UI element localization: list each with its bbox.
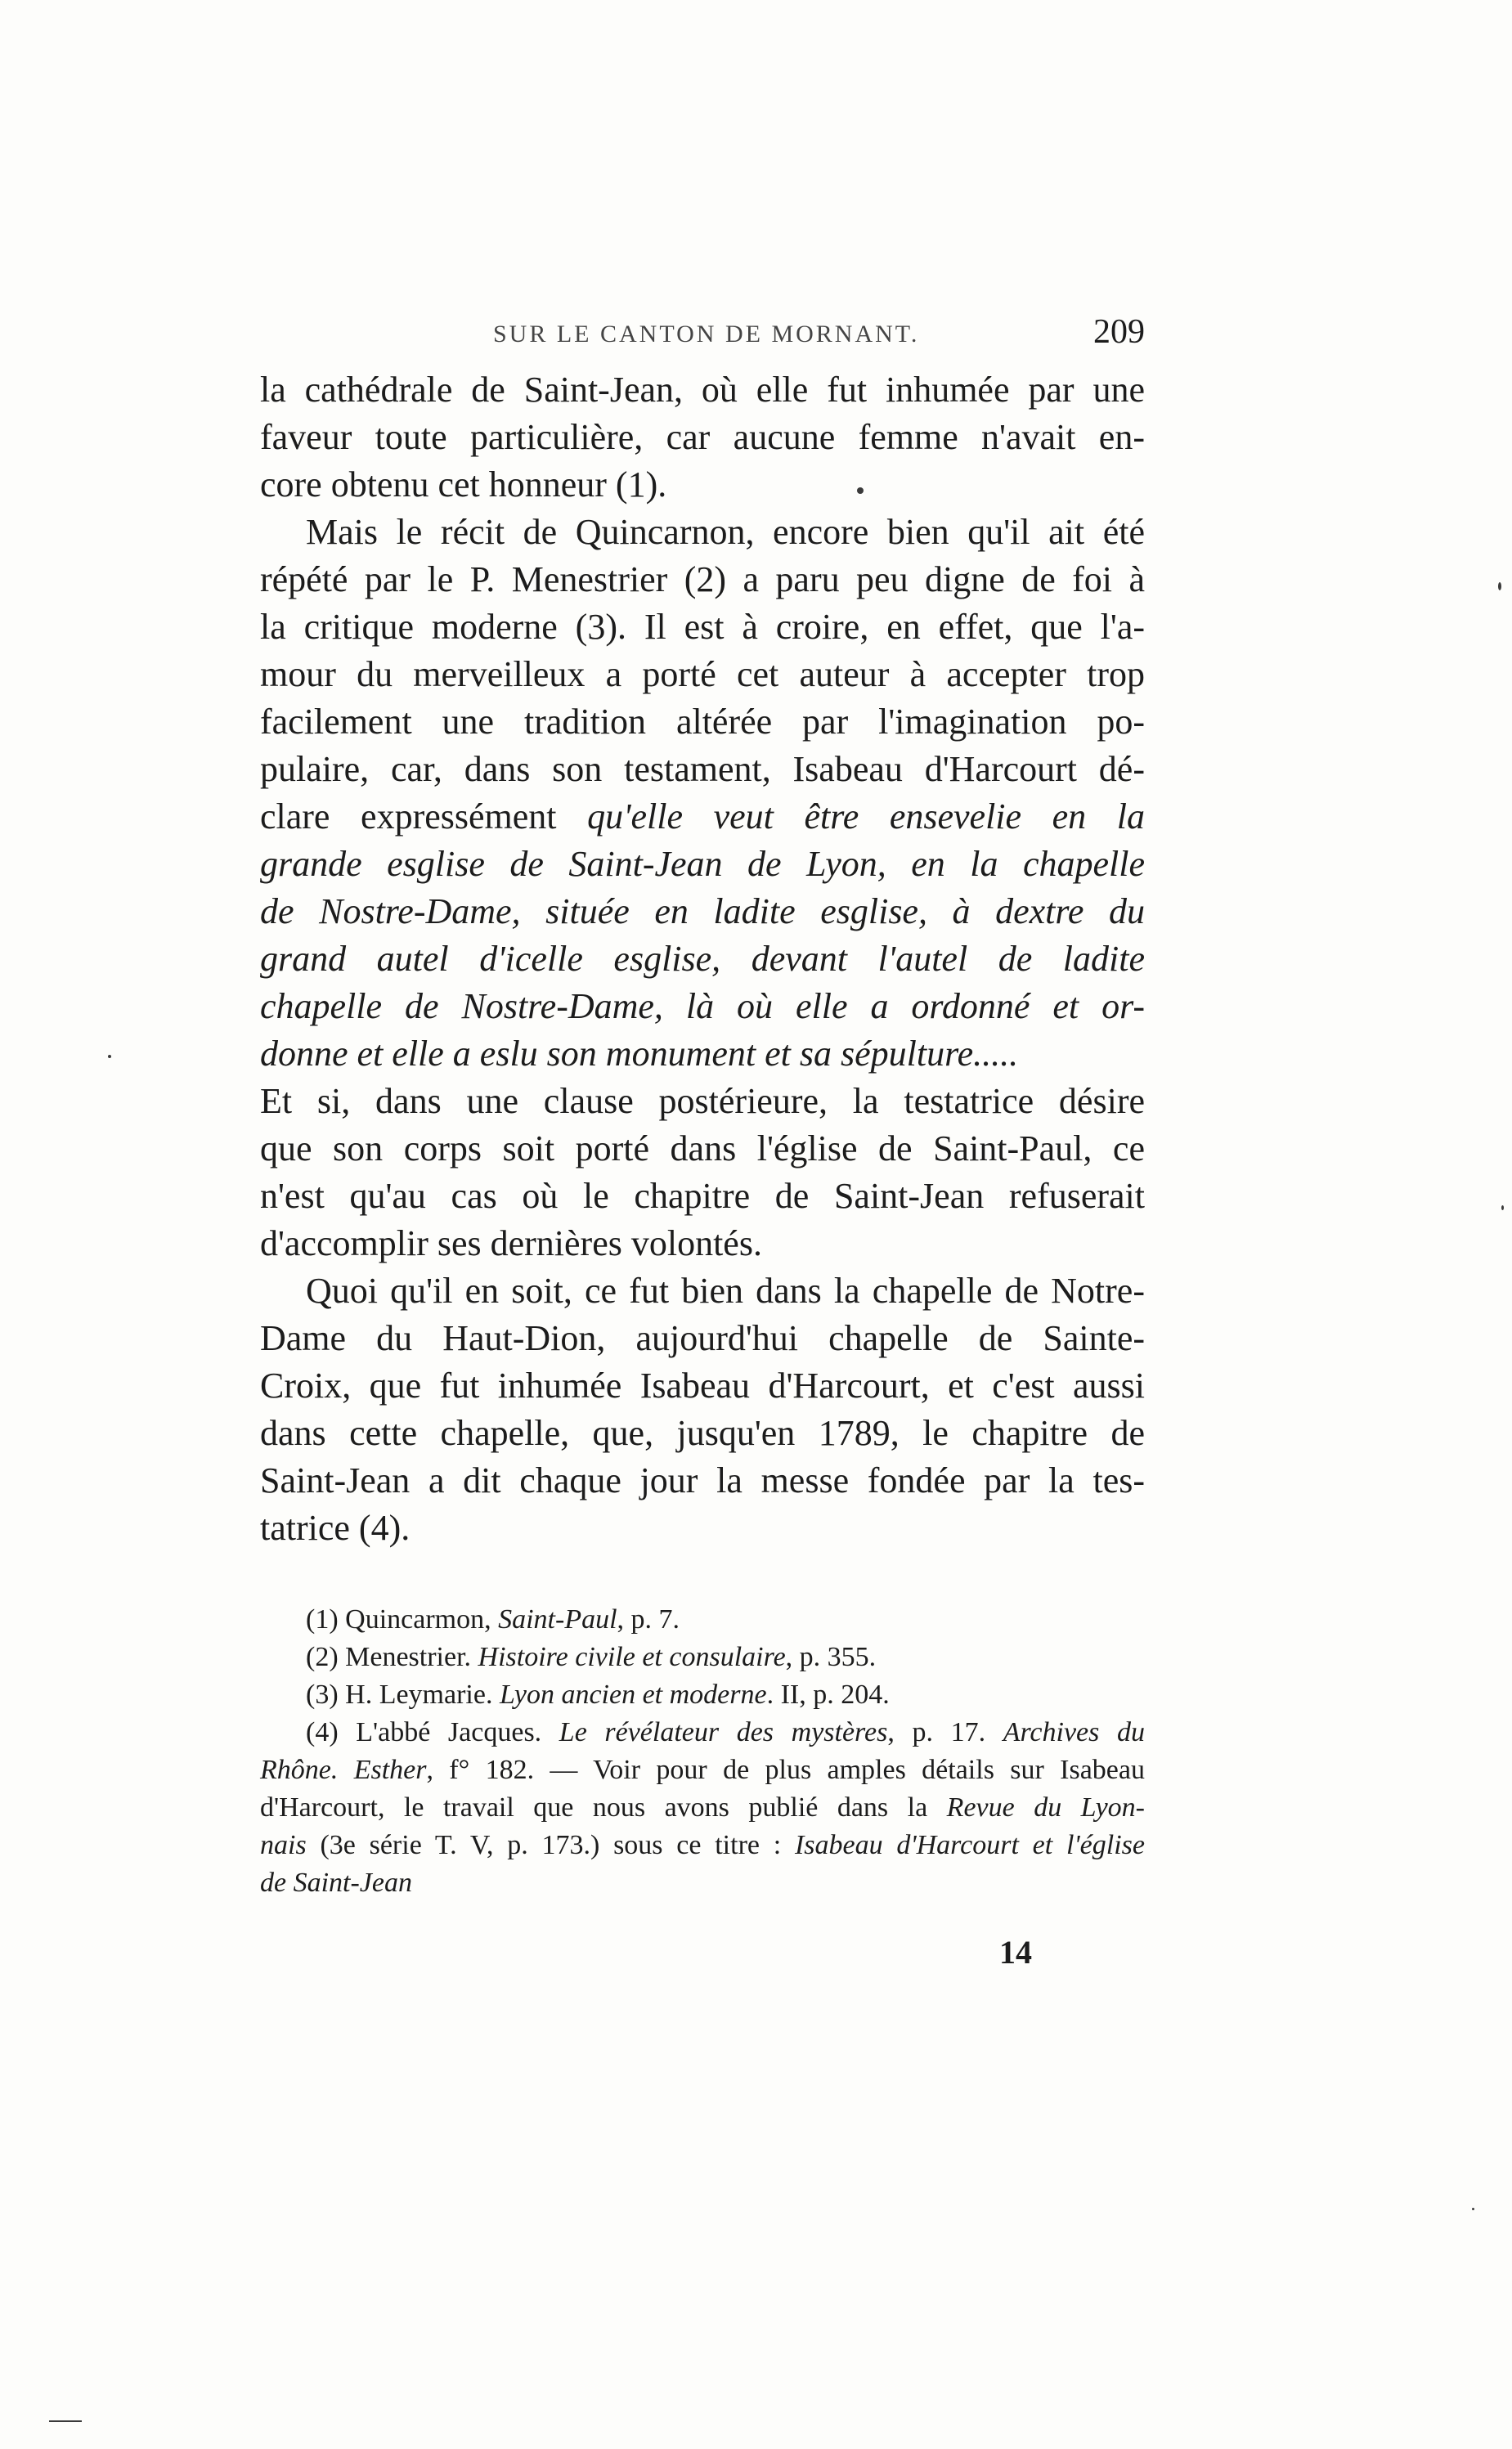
text-line: d'accomplir ses dernières volontés. (260, 1223, 762, 1263)
text-line: n'est qu'au cas où le chapitre de Saint-Jean refuserait (260, 1176, 1145, 1216)
scan-speck (108, 1055, 111, 1058)
footnote-text: (2) Menestrier. (306, 1642, 478, 1672)
scan-speck (1498, 582, 1501, 590)
scan-speck (1501, 1205, 1504, 1210)
footnote-text: (3) H. Leymarie. (306, 1680, 500, 1710)
running-head: SUR LE CANTON DE MORNANT. (493, 321, 920, 348)
text-italic: qu'elle veut être ensevelie en la (587, 796, 1145, 837)
scan-speck (49, 2420, 82, 2422)
footnote-4-cont (260, 1827, 1145, 1864)
text-line: core obtenu cet honneur (1). (260, 464, 667, 505)
text-line-italic (260, 1030, 1145, 1078)
text-line: Croix, que fut inhumée Isabeau d'Harcourt, et c'est aussi (260, 1366, 1145, 1406)
footnote-title: Histoire civile et consulaire (478, 1642, 786, 1672)
text-italic: de Nostre-Dame, située en ladite esglise, à dextre du (260, 891, 1145, 931)
footnote-4 (260, 1714, 1145, 1752)
footnote-text: , p. 17. (887, 1717, 1003, 1747)
text-line-mixed (260, 793, 1145, 841)
page-header (260, 312, 1145, 361)
text-line: faveur toute particulière, car aucune femme n'avait en- (260, 417, 1145, 457)
footnote-4-cont (260, 1789, 1145, 1827)
text-line: pulaire, car, dans son testament, Isabeau d'Harcourt dé- (260, 749, 1145, 789)
footnote-title: de Saint-Jean (260, 1868, 412, 1898)
text-plain: clare expressément (260, 796, 588, 837)
footnote-title: Revue du Lyon- (946, 1792, 1145, 1823)
footnote-text: d'Harcourt, le travail que nous avons publié dans la (260, 1792, 947, 1823)
text-line-italic (260, 841, 1145, 888)
footnote-title: Rhône. Esther (260, 1755, 427, 1785)
text-line: la cathédrale de Saint-Jean, où elle fut inhumée par une (260, 370, 1145, 410)
body-text (260, 366, 1145, 1552)
footnote-title: Isabeau d'Harcourt et l'église (794, 1830, 1145, 1860)
footnote-title: nais (260, 1830, 307, 1860)
text-line: tatrice (4). (260, 1508, 411, 1548)
text-italic: donne et elle a eslu son monument et sa sépulture..... (260, 1034, 1019, 1074)
text-line: Et si, dans une clause postérieure, la testatrice désire (260, 1081, 1145, 1121)
footnote-text: (1) Quincarmon, (306, 1604, 499, 1635)
scan-speck (857, 487, 864, 494)
footnote-title: Archives du (1003, 1717, 1145, 1747)
text-line: facilement une tradition altérée par l'imagination po- (260, 702, 1145, 742)
text-line: Quoi qu'il en soit, ce fut bien dans la chapelle de Notre- (306, 1271, 1145, 1311)
text-italic: grande esglise de Saint-Jean de Lyon, en la chapelle (260, 844, 1145, 884)
footnote-title: Le révélateur des mystères (559, 1717, 888, 1747)
text-line: Saint-Jean a dit chaque jour la messe fondée par la tes- (260, 1460, 1145, 1500)
footnote-text: . II, p. 204. (766, 1680, 890, 1710)
text-line: Dame du Haut-Dion, aujourd'hui chapelle de Sainte- (260, 1318, 1145, 1358)
footnote-2 (260, 1639, 1145, 1676)
signature-mark: 14 (999, 1934, 1032, 1971)
text-line-italic (260, 983, 1145, 1030)
footnote-text: , p. 355. (785, 1642, 877, 1672)
footnote-title: Saint-Paul (498, 1604, 617, 1635)
text-line: Mais le récit de Quincarnon, encore bien qu'il ait été (306, 512, 1145, 552)
footnote-4-cont (260, 1864, 1145, 1902)
text-line-italic (260, 935, 1145, 983)
footnote-text: , p. 7. (617, 1604, 680, 1635)
text-italic: chapelle de Nostre-Dame, là où elle a ordonné et or- (260, 986, 1145, 1026)
text-line: dans cette chapelle, que, jusqu'en 1789, le chapitre de (260, 1413, 1145, 1453)
footnote-1 (260, 1601, 1145, 1639)
footnotes (260, 1601, 1145, 1902)
footnote-text: (3e série T. V, p. 173.) sous ce titre : (306, 1830, 795, 1860)
footnote-3 (260, 1676, 1145, 1714)
text-line: que son corps soit porté dans l'église de Saint-Paul, ce (260, 1128, 1145, 1168)
text-italic: grand autel d'icelle esglise, devant l'autel de ladite (260, 939, 1145, 979)
text-line: la critique moderne (3). Il est à croire, en effet, que l'a- (260, 607, 1145, 647)
text-line-italic (260, 888, 1145, 935)
page-number: 209 (1093, 313, 1145, 351)
text-line: mour du merveilleux a porté cet auteur à accepter trop (260, 654, 1145, 694)
text-line: répété par le P. Menestrier (2) a paru peu digne de foi à (260, 559, 1145, 599)
footnote-4-cont (260, 1752, 1145, 1789)
footnote-title: Lyon ancien et moderne (499, 1680, 767, 1710)
footnote-text: , f° 182. — Voir pour de plus amples détails sur Isabeau (426, 1755, 1145, 1785)
scan-speck (1472, 2208, 1474, 2210)
footnote-text: (4) L'abbé Jacques. (306, 1717, 559, 1747)
